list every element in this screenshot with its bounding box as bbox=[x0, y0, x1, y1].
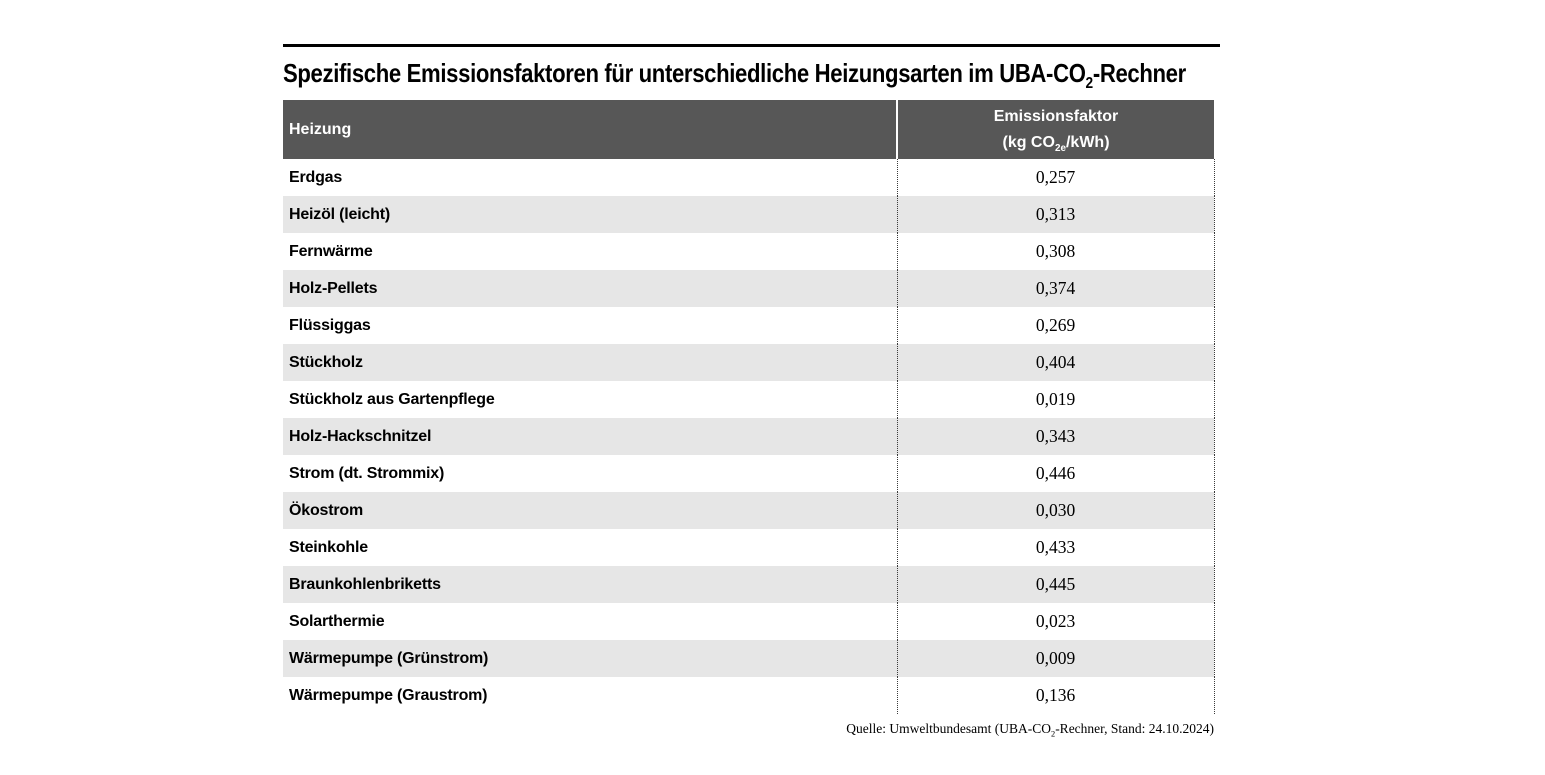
column-header-heizung bbox=[283, 100, 897, 159]
table-row bbox=[283, 344, 1214, 381]
emissionsfaktor-value: 0,446 bbox=[897, 455, 1214, 492]
emissionsfaktor-value: 0,019 bbox=[897, 381, 1214, 418]
figure-title-text: Spezifische Emissionsfaktoren für unterschiedliche Heizungsarten im UBA-CO bbox=[283, 58, 1086, 88]
emissionsfaktor-value: 0,009 bbox=[897, 640, 1214, 677]
source-text: Quelle: Umweltbundesamt (UBA-CO bbox=[846, 721, 1051, 736]
emission-factors-figure bbox=[283, 44, 1220, 737]
table-row bbox=[283, 270, 1214, 307]
figure-title-suffix: -Rechner bbox=[1092, 58, 1186, 88]
table-row bbox=[283, 677, 1214, 714]
emissionsfaktor-value: 0,269 bbox=[897, 307, 1214, 344]
emissionsfaktor-value: 0,374 bbox=[897, 270, 1214, 307]
table-row bbox=[283, 418, 1214, 455]
column-header-emissionsfaktor-line2 bbox=[898, 130, 1214, 156]
source-subscript: 2 bbox=[1051, 729, 1056, 739]
heizung-label: Holz-Hackschnitzel bbox=[283, 418, 897, 455]
emissionsfaktor-value: 0,136 bbox=[897, 677, 1214, 714]
figure-title-subscript: 2 bbox=[1085, 74, 1093, 93]
table-body bbox=[283, 159, 1214, 714]
heizung-label: Stückholz aus Gartenpflege bbox=[283, 381, 897, 418]
table-header bbox=[283, 100, 1214, 159]
heizung-label: Erdgas bbox=[283, 159, 897, 196]
figure-title bbox=[283, 58, 1186, 93]
table-row bbox=[283, 307, 1214, 344]
emissionsfaktor-value: 0,313 bbox=[897, 196, 1214, 233]
table-row bbox=[283, 233, 1214, 270]
heizung-label: Holz-Pellets bbox=[283, 270, 897, 307]
heizung-label: Flüssiggas bbox=[283, 307, 897, 344]
column-header-heizung-label: Heizung bbox=[289, 120, 352, 138]
emissionsfaktor-value: 0,023 bbox=[897, 603, 1214, 640]
heizung-label: Stückholz bbox=[283, 344, 897, 381]
table-row bbox=[283, 529, 1214, 566]
unit-subscript: 2e bbox=[1054, 142, 1066, 154]
table-row bbox=[283, 159, 1214, 196]
table-row bbox=[283, 492, 1214, 529]
heizung-label: Braunkohlenbriketts bbox=[283, 566, 897, 603]
source-note bbox=[283, 721, 1214, 737]
table-row bbox=[283, 455, 1214, 492]
column-header-emissionsfaktor-line1: Emissionsfaktor bbox=[993, 107, 1119, 125]
heizung-label: Strom (dt. Strommix) bbox=[283, 455, 897, 492]
header-row bbox=[283, 100, 1214, 159]
emissionsfaktor-value: 0,433 bbox=[897, 529, 1214, 566]
heizung-label: Steinkohle bbox=[283, 529, 897, 566]
title-rule bbox=[283, 44, 1220, 47]
emission-factors-table bbox=[283, 100, 1215, 714]
table-row bbox=[283, 196, 1214, 233]
emissionsfaktor-value: 0,308 bbox=[897, 233, 1214, 270]
heizung-label: Heizöl (leicht) bbox=[283, 196, 897, 233]
emissionsfaktor-value: 0,257 bbox=[897, 159, 1214, 196]
unit-prefix: (kg CO bbox=[1002, 133, 1055, 151]
emissionsfaktor-value: 0,404 bbox=[897, 344, 1214, 381]
column-header-emissionsfaktor bbox=[897, 100, 1214, 159]
table-row bbox=[283, 566, 1214, 603]
emissionsfaktor-value: 0,343 bbox=[897, 418, 1214, 455]
heizung-label: Wärmepumpe (Graustrom) bbox=[283, 677, 897, 714]
unit-suffix: /kWh) bbox=[1065, 133, 1110, 151]
heizung-label: Fernwärme bbox=[283, 233, 897, 270]
table-row bbox=[283, 640, 1214, 677]
table-row bbox=[283, 603, 1214, 640]
heizung-label: Wärmepumpe (Grünstrom) bbox=[283, 640, 897, 677]
heizung-label: Ökostrom bbox=[283, 492, 897, 529]
source-suffix: -Rechner, Stand: 24.10.2024) bbox=[1055, 721, 1214, 736]
table-row bbox=[283, 381, 1214, 418]
emissionsfaktor-value: 0,445 bbox=[897, 566, 1214, 603]
emissionsfaktor-value: 0,030 bbox=[897, 492, 1214, 529]
heizung-label: Solarthermie bbox=[283, 603, 897, 640]
